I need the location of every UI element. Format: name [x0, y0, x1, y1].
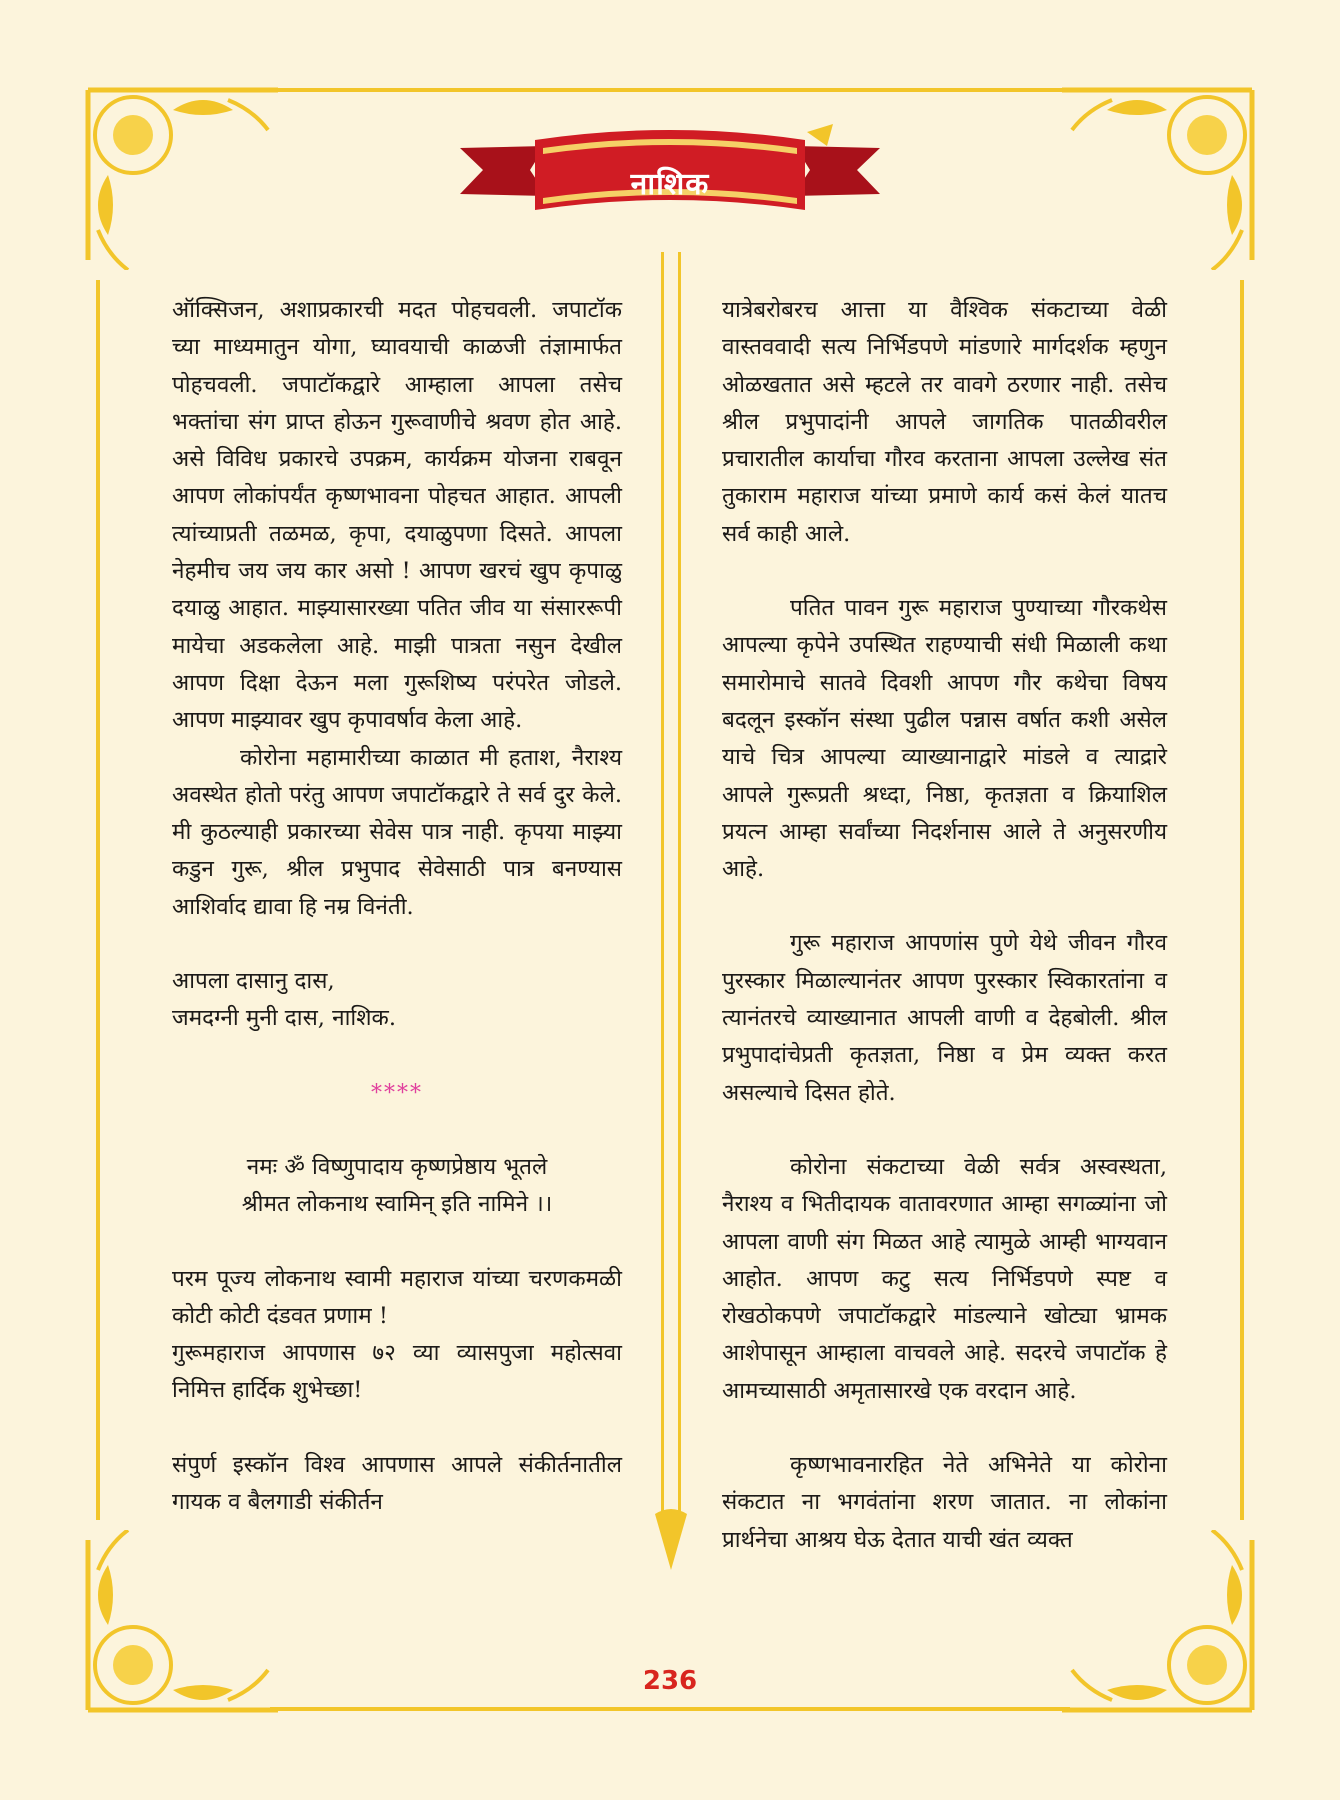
section-separator: **** [371, 1080, 423, 1106]
frame-left-line [96, 280, 100, 1520]
left-column [172, 292, 622, 1521]
title-ribbon [455, 118, 885, 228]
paragraph: पतित पावन गुरू महाराज पुण्याच्या गौरकथेस आपल्या कृपेने उपस्थित राहण्याची संधी मिळाली कथा समारोमाचे सातवे दिवशी आपण गौर कथेचा विषय बदलून इस्कॉन संस्था पुढील पन्नास वर्षात कशी असेल याचे चित्र आपल्या व्याख्यानाद्वारे मांडले व त्याद्रारे आपले गुरूप्रती श्रध्दा, निष्ठा, कृतज्ञता व क्रियाशिल प्रयत्न आम्हा सर्वांच्या निदर्शनास आले ते अनुसरणीय आहे. [722, 595, 1167, 883]
frame-right-line [1240, 280, 1244, 1520]
signature-line: जमदग्नी मुनी दास, नाशिक. [172, 1005, 396, 1032]
frame-top-line [270, 88, 1070, 92]
mantra-line: श्रीमत लोकनाथ स्वामिन् इति नामिने ।। [241, 1191, 553, 1218]
page-number: 236 [642, 1666, 698, 1696]
signature-line: आपला दासानु दास, [172, 968, 335, 995]
greeting-paragraph: गुरूमहाराज आपणास ७२ व्या व्यासपुजा महोत्सवा निमित्त हार्दिक शुभेच्छा! [172, 1340, 622, 1404]
right-column [722, 292, 1167, 1559]
corner-ornament-top-right [1052, 80, 1262, 270]
greeting-paragraph: परम पूज्य लोकनाथ स्वामी महाराज यांच्या चरणकमळी कोटी कोटी दंडवत प्रणाम ! [172, 1265, 622, 1329]
mantra-line: नमः ॐ विष्णुपादाय कृष्णप्रेष्ठाय भूतले [246, 1153, 548, 1180]
paragraph: कोरोना महामारीच्या काळात मी हताश, नैराश्य अवस्थेत होतो परंतु आपण जपाटॉकद्वारे ते सर्व दुर केले. मी कुठल्याही प्रकारच्या सेवेस पात्र नाही. कृपया माझ्या कडुन गुरू, श्रील प्रभुपाद सेवेसाठी पात्र बनण्यास आशिर्वाद द्यावा हि नम्र विनंती. [172, 744, 622, 920]
frame-bottom-line [270, 1707, 1070, 1711]
paragraph: कृष्णभावनारहित नेते अभिनेते या कोरोना संकटात ना भगवंतांना शरण जातात. ना लोकांना प्रार्थनेचा आश्रय घेऊ देतात याची खंत व्यक्त [722, 1452, 1167, 1553]
column-divider [651, 252, 691, 1592]
paragraph: गुरू महाराज आपणांस पुणे येथे जीवन गौरव पुरस्कार मिळाल्यानंतर आपण पुरस्कार स्विकारतांना व त्यानंतरचे व्याख्यानात आपली वाणी व देहबोली. श्रील प्रभुपादांचेप्रती कृतज्ञता, निष्ठा व प्रेम व्यक्त करत असल्याचे दिसत होते. [722, 930, 1167, 1106]
page-title: नाशिक [630, 167, 710, 202]
paragraph: यात्रेबरोबरच आत्ता या वैश्विक संकटाच्या वेळी वास्तववादी सत्य निर्भिडपणे मांडणारे मार्गदर्शक म्हणुन ओळखतात असे म्हटले तर वावगे ठरणार नाही. तसेच श्रील प्रभुपादांनी आपले जागतिक पातळीवरील प्रचारातील कार्याचा गौरव करताना आपला उल्लेख संत तुकाराम महाराज यांच्या प्रमाणे कार्य कसं केलं यातच सर्व काही आले. [722, 297, 1167, 547]
corner-ornament-top-left [78, 80, 288, 270]
paragraph: ऑक्सिजन, अशाप्रकारची मदत पोहचवली. जपाटॉक च्या माध्यमातुन योगा, घ्यावयाची काळजी तंज्ञामार्फत पोहचवली. जपाटॉकद्वारे आम्हाला आपला तसेच भक्तांचा संग प्राप्त होऊन गुरूवाणीचे श्रवण होत आहे. असे विविध प्रकारचे उपक्रम, कार्यक्रम योजना राबवून आपण लोकांपर्यंत कृष्णभावना पोहचत आहात. आपली त्यांच्याप्रती तळमळ, कृपा, दयाळुपणा दिसते. आपला नेहमीच जय जय कार असो ! आपण खरचं खुप कृपाळु दयाळु आहात. माझ्यासारख्या पतित जीव या संसाररूपी मायेचा अडकलेला आहे. माझी पात्रता नसुन देखील आपण दिक्षा देऊन मला गुरूशिष्य परंपरेत जोडले. आपण माझ्यावर खुप कृपावर्षाव केला आहे. [172, 297, 622, 734]
greeting-paragraph: संपुर्ण इस्कॉन विश्व आपणास आपले संकीर्तनातील गायक व बैलगाडी संकीर्तन [172, 1451, 622, 1516]
paragraph: कोरोना संकटाच्या वेळी सर्वत्र अस्वस्थता, नैराश्य व भितीदायक वातावरणात आम्हा सगळ्यांना जो आपला वाणी संग मिळत आहे त्यामुळे आम्ही भाग्यवान आहोत. आपण कटु सत्य निर्भिडपणे स्पष्ट व रोखठोकपणे जपाटॉकद्वारे मांडल्याने खोट्या भ्रामक आशेपासून आम्हाला वाचवले आहे. सदरचे जपाटॉक हे आमच्यासाठी अमृतासारखे एक वरदान आहे. [722, 1153, 1167, 1404]
